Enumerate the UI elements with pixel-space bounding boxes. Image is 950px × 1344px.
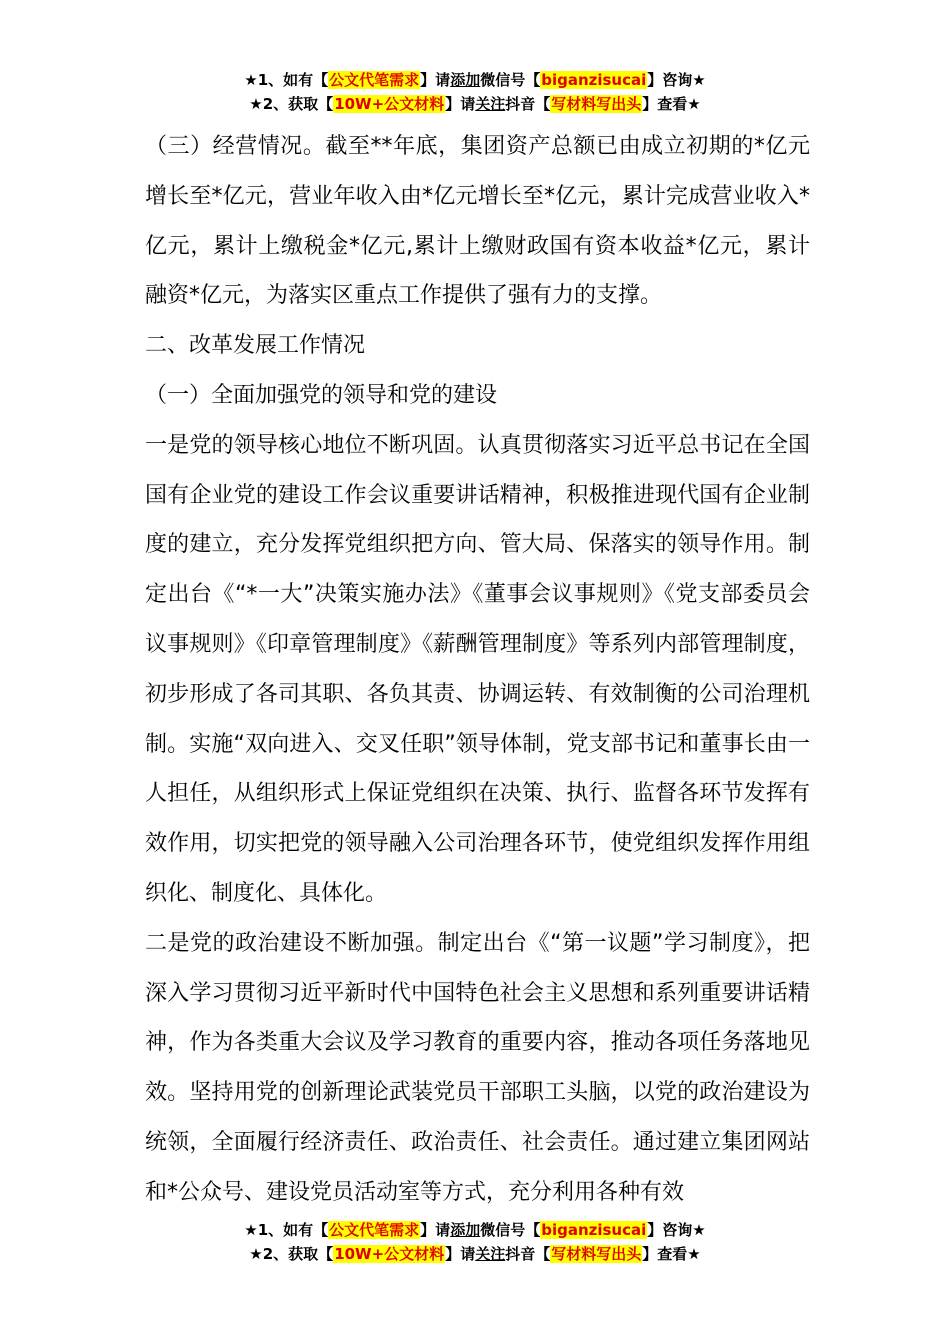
star-icon: ★ [244,1221,258,1239]
banner-text: 】请 [445,1245,476,1263]
banner-text: 1、如有【 [257,1221,329,1239]
emphasis-text: 关注 [475,1245,506,1263]
banner-line-1 [0,1218,950,1242]
banner-line-2 [0,92,950,116]
emphasis-text: 关注 [475,95,506,113]
subsection-heading: （一）全面加强党的领导和党的建设 [145,382,498,408]
banner-text: 】请 [420,71,451,89]
highlight-materials: 10W+公文材料 [334,95,445,113]
star-icon: ★ [249,95,263,113]
paragraph-operations: （三）经营情况。截至**年底，集团资产总额已由成立初期的*亿元增长至*亿元，营业年收入由*亿元增长至*亿元，累计完成营业收入*亿元，累计上缴税金*亿元,累计上缴财政国有资本收益*亿元，累计融资*亿元，为落实区重点工作提供了强有力的支撑。 [145,134,810,309]
banner-text: 抖音【 [505,95,551,113]
banner-text: 微信号【 [480,1221,541,1239]
highlight-wechat-id: biganzisucai [541,1221,647,1239]
emphasis-text: 添加 [450,71,481,89]
highlight-wechat-id: biganzisucai [541,71,647,89]
banner-text: 】咨询★ [647,71,706,89]
banner-text: 】咨询★ [647,1221,706,1239]
banner-text: 抖音【 [505,1245,551,1263]
paragraph-political-construction: 二是党的政治建设不断加强。制定出台《“第一议题”学习制度》，把深入学习贯彻习近平新时代中国特色社会主义思想和系列重要讲话精神，作为各类重大会议及学习教育的重要内容，推动各项任务落地见效。坚持用党的创新理论武装党员干部职工头脑，以党的政治建设为统领，全面履行经济责任、政治责任、社会责任。通过建立集团网站和*公众号、建设党员活动室等方式，充分利用各种有效 [145,930,810,1205]
banner-text: 2、获取【 [262,95,334,113]
document-body [145,122,810,1218]
banner-text: 1、如有【 [257,71,329,89]
banner-text: 微信号【 [480,71,541,89]
banner-text: 】查看★ [642,95,701,113]
banner-text: 】请 [445,95,476,113]
banner-text: 】查看★ [642,1245,701,1263]
banner-line-2 [0,1242,950,1266]
paragraph-party-leadership: 一是党的领导核心地位不断巩固。认真贯彻落实习近平总书记在全国国有企业党的建设工作会议重要讲话精神，积极推进现代国有企业制度的建立，充分发挥党组织把方向、管大局、保落实的领导作用。制定出台《“*一大”决策实施办法》《董事会议事规则》《党支部委员会议事规则》《印章管理制度》《薪酬管理制度》等系列内部管理制度，初步形成了各司其职、各负其责、协调运转、有效制衡的公司治理机制。实施“双向进入、交叉任职”领导体制，党支部书记和董事长由一人担任，从组织形式上保证党组织在决策、执行、监督各环节发挥有效作用，切实把党的领导融入公司治理各环节，使党组织发挥作用组织化、制度化、具体化。 [145,432,810,906]
highlight-douyin-account: 写材料写出头 [551,95,642,113]
banner-text: 】请 [420,1221,451,1239]
highlight-service: 公文代笔需求 [329,71,420,89]
highlight-douyin-account: 写材料写出头 [551,1245,642,1263]
emphasis-text: 添加 [450,1221,481,1239]
banner-text: 2、获取【 [262,1245,334,1263]
section-heading: 二、改革发展工作情况 [145,333,366,359]
star-icon: ★ [249,1245,263,1263]
star-icon: ★ [244,71,258,89]
header-banner [0,68,950,116]
highlight-materials: 10W+公文材料 [334,1245,445,1263]
banner-line-1 [0,68,950,92]
footer-banner [0,1218,950,1266]
highlight-service: 公文代笔需求 [329,1221,420,1239]
